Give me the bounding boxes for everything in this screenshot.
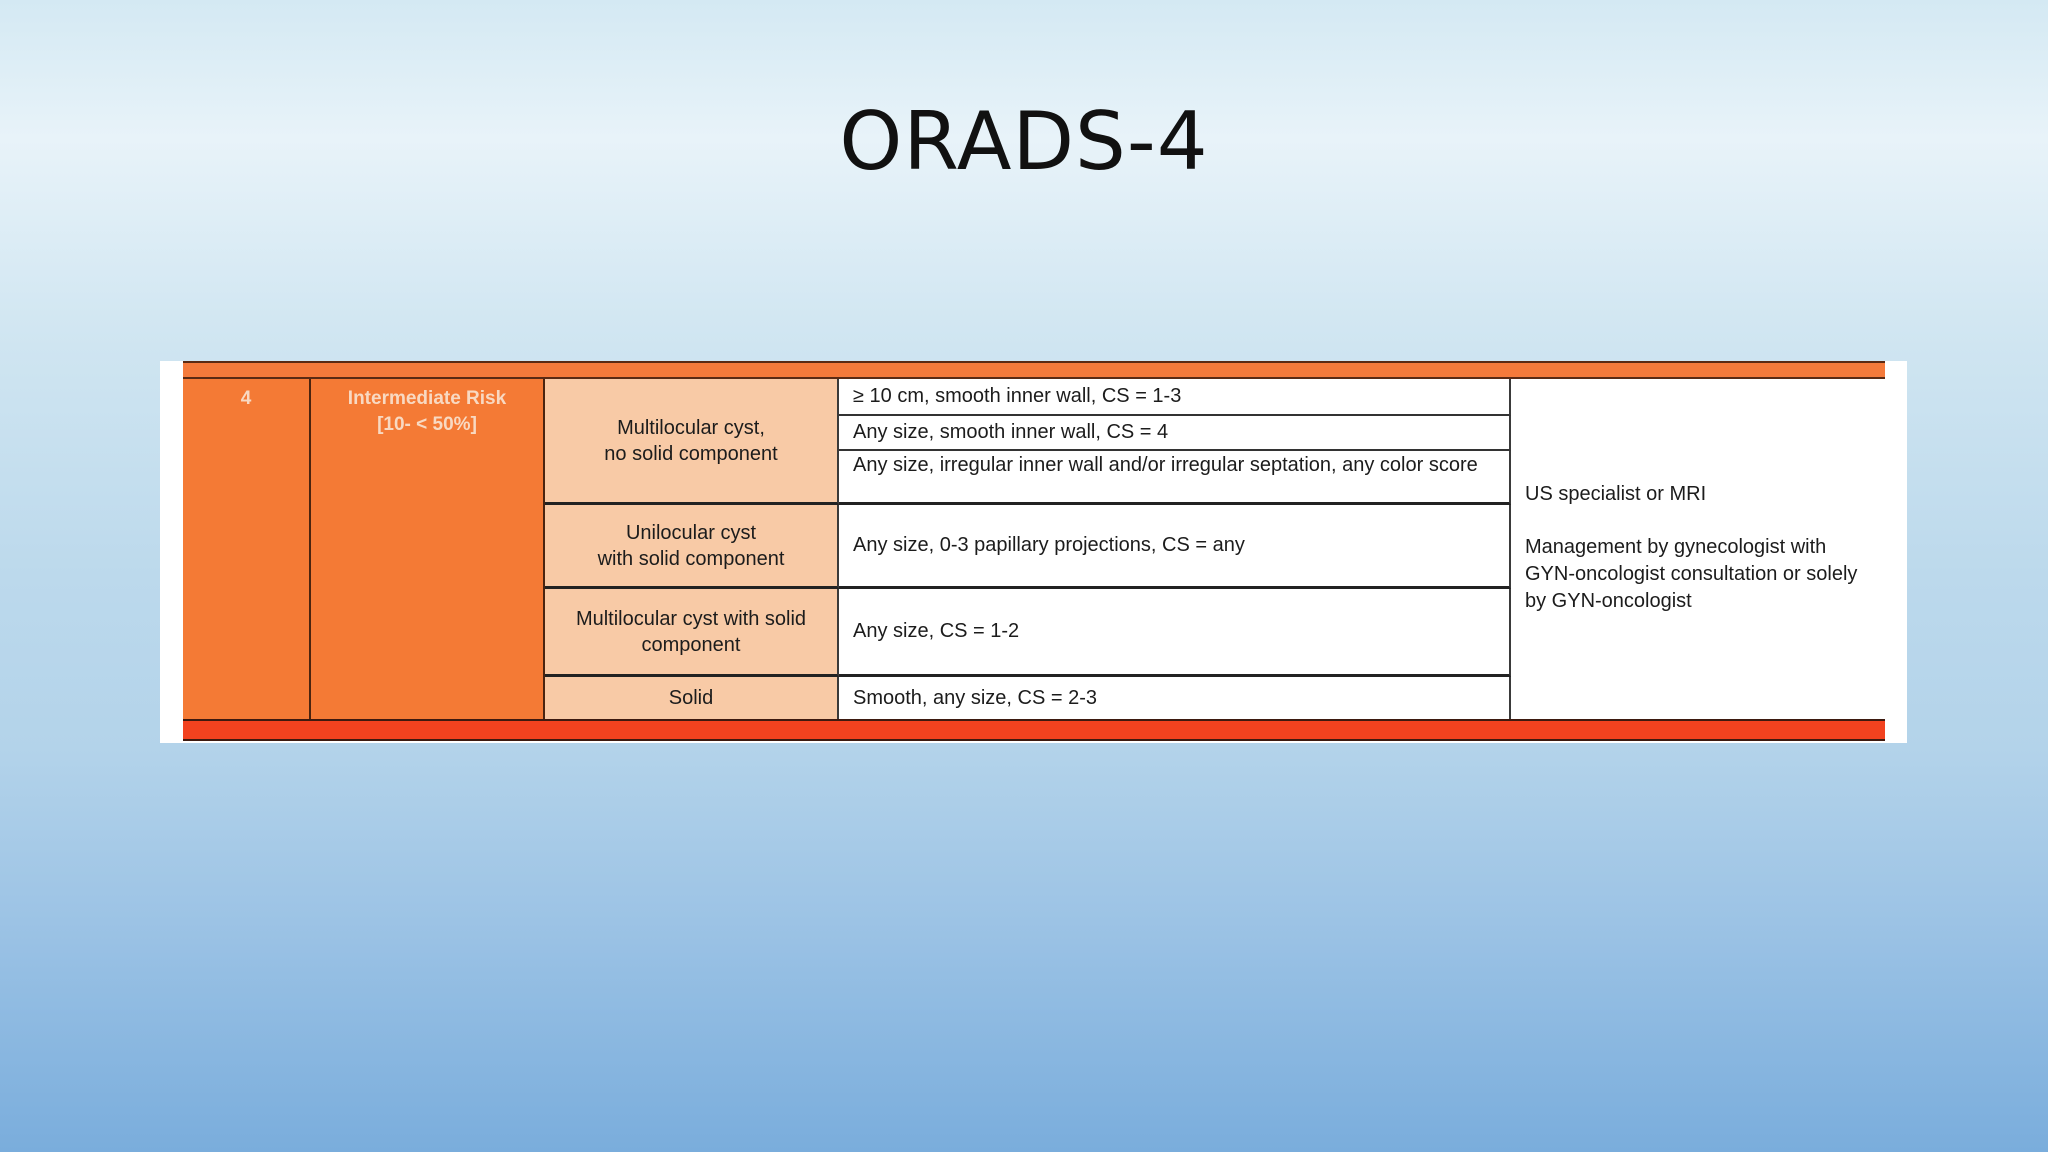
- category-text: no solid component: [604, 442, 778, 465]
- orads-table: [160, 361, 1907, 743]
- category-text: Solid: [668, 687, 714, 709]
- management-line-1: US specialist or MRI: [1525, 483, 1707, 505]
- risk-label: Intermediate Risk: [347, 388, 507, 409]
- score-column: [183, 379, 311, 719]
- management-line-2: Management by gynecologist with GYN-oncologist consultation or solely by GYN-oncologist: [1525, 536, 1858, 612]
- category-cell-unilocular-solid: [545, 505, 839, 589]
- risk-range: [10- < 50%]: [377, 414, 477, 435]
- descriptor-cell: Smooth, any size, CS = 2-3: [839, 677, 1511, 719]
- descriptor-cell: ≥ 10 cm, smooth inner wall, CS = 1-3: [839, 379, 1511, 416]
- category-cell-solid: [545, 677, 839, 719]
- table-top-band: [183, 361, 1885, 379]
- category-text: Multilocular cyst with solid: [575, 607, 807, 630]
- descriptor-cell: Any size, 0-3 papillary projections, CS = any: [839, 505, 1511, 589]
- category-text: with solid component: [597, 547, 785, 570]
- category-cell-multilocular-no-solid: [545, 379, 839, 505]
- slide-title: ORADS-4: [839, 95, 1209, 188]
- category-text: Unilocular cyst: [625, 521, 757, 544]
- descriptor-cell: Any size, smooth inner wall, CS = 4: [839, 416, 1511, 451]
- management-cell: [1511, 379, 1885, 719]
- category-text: Multilocular cyst,: [617, 416, 765, 439]
- descriptor-cell: Any size, irregular inner wall and/or irregular septation, any color score: [839, 451, 1511, 505]
- risk-column: [311, 379, 545, 719]
- category-text: component: [641, 633, 741, 656]
- category-cell-multilocular-solid: [545, 589, 839, 677]
- table-right-margin: [1885, 361, 1907, 743]
- table-bottom-band: [183, 719, 1885, 741]
- score-value: 4: [240, 388, 252, 409]
- descriptor-cell: Any size, CS = 1-2: [839, 589, 1511, 677]
